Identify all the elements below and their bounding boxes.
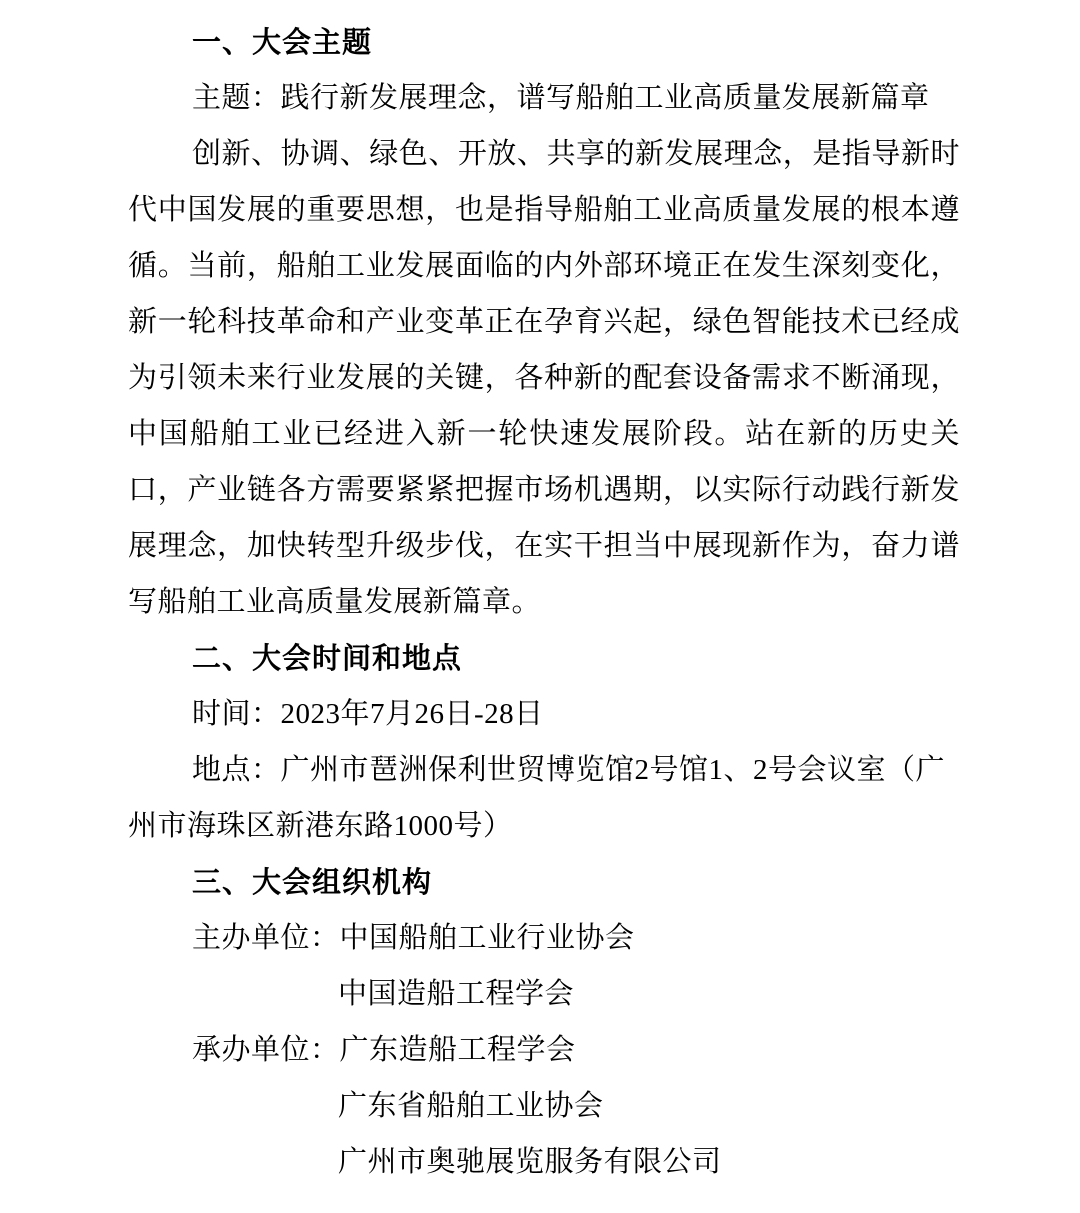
event-time-line: 时间：2023年7月26日-28日 [192,698,544,730]
undertaker-third-line: 广州市奥驰展览服务有限公司 [338,1146,722,1178]
undertaker-line: 承办单位：广东造船工程学会 [192,1034,576,1066]
topic-theme-line: 主题：践行新发展理念，谱写船舶工业高质量发展新篇章 [192,82,930,114]
section-heading-organization: 三、大会组织机构 [192,865,433,899]
section-heading-time-place: 二、大会时间和地点 [192,641,463,675]
topic-body-paragraph: 创新、协调、绿色、开放、共享的新发展理念，是指导新时代中国发展的重要思想，也是指导船舶工业高质量发展的根本遵循。当前，船舶工业发展面临的内外部环境正在发生深刻变化，新一轮科技革命和产业变革正在孕育兴起，绿色智能技术已经成为引领未来行业发展的关键，各种新的配套设备需求不断涌现，中国船舶工业已经进入新一轮快速发展阶段。站在新的历史关口，产业链各方需要紧紧把握市场机遇期，以实际行动践行新发展理念，加快转型升级步伐，在实干担当中展现新作为，奋力谱写船舶工业高质量发展新篇章。 [128,138,960,618]
event-place-line: 地点：广州市琶洲保利世贸博览馆2号馆1、2号会议室（广州市海珠区新港东路1000号） [128,754,946,842]
organizer-line: 主办单位：中国船舶工业行业协会 [192,922,635,954]
organizer-second-line: 中国造船工程学会 [338,978,575,1010]
undertaker-second-line: 广东省船舶工业协会 [338,1090,604,1122]
section-heading-topic: 一、大会主题 [192,25,373,59]
